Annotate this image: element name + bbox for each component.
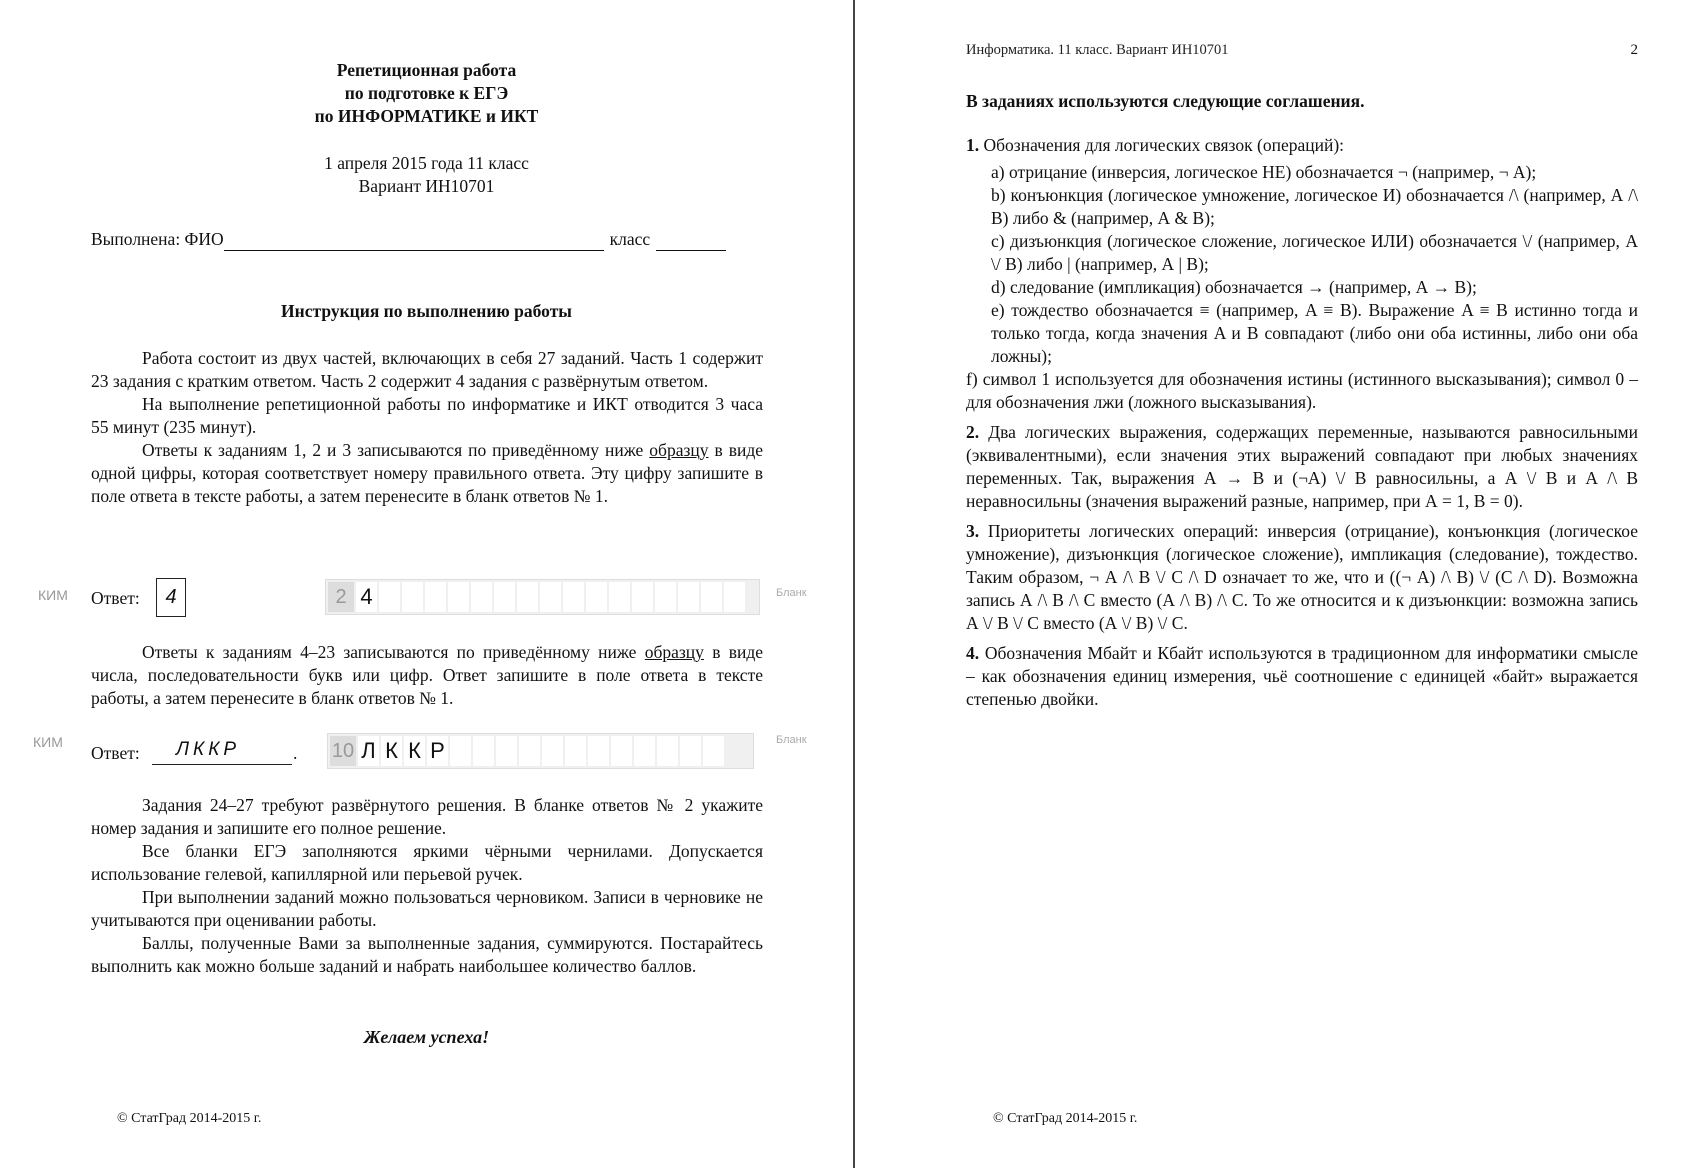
blank-number: 10 [330,736,356,766]
class-input-line[interactable] [656,232,726,251]
right-page [856,0,1708,1168]
paragraph: Задания 24–27 требуют развёрнутого решения. В бланке ответов № 2 укажите номер задания и запишите его полное решение. [91,795,763,838]
blank-cell [448,582,469,612]
item-text: Два логических выражения, содержащих переменные, называются равносильными (эквивалентными), если значения этих выражений совпадают при любых значениях переменных. Так, выражения А → В и (¬А) \/ В равносильны, а А \/ В и А /\ В неравносильны (значения выражений разные, например, при А = 1, В = 0). [966,422,1639,511]
item-4 [966,642,1638,711]
blank-cell: К [381,736,402,766]
blank-cell [425,582,446,612]
blank-cell [563,582,584,612]
blank-cell: Р [427,736,448,766]
blank-cell: 4 [356,582,377,612]
copyright: © СтатГрад 2014-2015 г. [117,1111,262,1126]
para-4-before: Ответы к заданиям 4–23 записываются по приведённому ниже [142,642,637,662]
kim-label: КИМ [33,734,63,750]
item-1 [966,134,1638,157]
paragraph: Все бланки ЕГЭ заполняются яркими чёрными чернилами. Допускается использование гелевой, капиллярной или перьевой ручек. [91,841,763,884]
blank-cell: К [404,736,425,766]
blank-cell [678,582,699,612]
item-number: 1. [966,135,980,155]
item-1-sub-c: c) дизъюнкция (логическое сложение, логическое ИЛИ) обозначается \/ (например, А \/ В) либо | (например, А | В); [991,231,1638,274]
page-number: 2 [1630,42,1638,58]
answer-label: Ответ: [91,588,140,608]
blank-cell [701,582,722,612]
blank-cell [494,582,515,612]
item-text: Обозначения Мбайт и Кбайт используются в традиционном для информатики смысле – как обозначения единиц измерения, чьё соотношение с единицей «байт» выражается степенью двойки. [966,643,1639,709]
blank-cell [517,582,538,612]
page-divider [853,0,855,1168]
instruction-heading: Инструкция по выполнению работы [281,301,572,321]
blank-cell [450,736,471,766]
para-4-after: в виде числа, последовательности букв или цифр. Ответ запишите в поле ответа в тексте работы, а затем перенесите в бланк ответов № 1. [91,642,764,708]
blank-cell [586,582,607,612]
answer-period: . [293,743,298,763]
blank-number: 2 [328,582,354,612]
blank-cell [724,582,745,612]
title-line-2: по подготовке к ЕГЭ [344,83,509,103]
class-label: класс [609,229,651,249]
blank-cell [588,736,609,766]
blank-label: Бланк [776,734,807,746]
paragraph [91,439,763,508]
item-1-sub-e: e) тождество обозначается ≡ (например, A ≡ B). Выражение A ≡ B истинно тогда и только тогда, когда значения A и B совпадают (либо они оба истинны, либо они оба ложны); [991,300,1638,366]
answer-blank-strip [325,579,760,615]
wish-text: Желаем успеха! [363,1027,490,1047]
item-text: Приоритеты логических операций: инверсия (отрицание), конъюнкция (логическое умножение), дизъюнкция (логическое сложение), импликация (следование), тождество. Таким образом, ¬ А /\ В \/ С /\ D означает то же, что и ((¬ А) /\ В) \/ (С /\ D). Возможна запись А /\ В /\ С вместо (А /\ В) /\ С. То же относится и к дизъюнкции: возможна запись А \/ В \/ С вместо (А \/ В) \/ С. [966,521,1638,633]
variant-line: Вариант ИН10701 [358,176,495,196]
blank-cell [473,736,494,766]
answer-box: 4 [156,578,186,617]
title-line-3: по ИНФОРМАТИКЕ и ИКТ [314,106,539,126]
fio-input-line[interactable] [224,232,604,251]
copyright: © СтатГрад 2014-2015 г. [993,1111,1138,1126]
blank-cell [655,582,676,612]
paragraph: На выполнение репетиционной работы по информатике и ИКТ отводится 3 часа 55 минут (235 минут). [91,394,763,437]
blank-cell [680,736,701,766]
sample-link[interactable]: образцу [649,440,709,460]
answer-underline [152,764,292,765]
answer-blank-strip [327,733,754,769]
left-page [0,0,853,1168]
item-3 [966,520,1638,635]
blank-cell [542,736,563,766]
title-line-1: Репетиционная работа [336,60,517,80]
item-number: 3. [966,521,980,541]
blank-cell [565,736,586,766]
blank-cell [632,582,653,612]
fio-label: Выполнена: ФИО [91,229,224,249]
item-number: 2. [966,422,980,442]
instruction-block-1 [91,347,763,508]
instruction-block-2 [91,641,763,710]
answer-value: ЛККР [176,739,241,760]
conventions-body [966,134,1638,718]
paragraph [91,641,763,710]
blank-cell [634,736,655,766]
kim-label: КИМ [38,587,68,603]
blank-cell [402,582,423,612]
blank-label: Бланк [776,587,807,599]
blank-cell: Л [358,736,379,766]
item-1-sub-d: d) следование (импликация) обозначается → (например, А → В); [991,277,1477,297]
para-3-before: Ответы к заданиям 1, 2 и 3 записываются по приведённому ниже [142,440,644,460]
paragraph: Работа состоит из двух частей, включающих в себя 27 заданий. Часть 1 содержит 23 задания с кратким ответом. Часть 2 содержит 4 задания с развёрнутым ответом. [91,348,763,391]
blank-cell [609,582,630,612]
running-header: Информатика. 11 класс. Вариант ИН10701 [966,42,1229,58]
para-3-after: в виде одной цифры, которая соответствует номеру правильного ответа. Эту цифру запишите в поле ответа в тексте работы, а затем перенесите в бланк ответов № 1. [91,440,763,506]
answer-label: Ответ: [91,743,140,763]
blank-cell [519,736,540,766]
blank-cell [496,736,517,766]
sample-link[interactable]: образцу [644,642,704,662]
item-1-sub-a: a) отрицание (инверсия, логическое НЕ) обозначается ¬ (например, ¬ А); [991,162,1537,182]
paragraph: Баллы, полученные Вами за выполненные задания, суммируются. Постарайтесь выполнить как можно больше заданий и набрать наибольшее количество баллов. [91,933,763,976]
item-text: Обозначения для логических связок (операций): [983,135,1345,155]
blank-cell [611,736,632,766]
blank-cell [657,736,678,766]
conventions-heading: В заданиях используются следующие соглашения. [966,91,1365,111]
blank-cell [703,736,724,766]
item-1-sub-f: f) символ 1 используется для обозначения истины (истинного высказывания); символ 0 – для обозначения лжи (ложного высказывания). [966,369,1638,412]
blank-cell [471,582,492,612]
date-line: 1 апреля 2015 года 11 класс [324,153,529,173]
instruction-block-3 [91,794,763,978]
blank-cell [379,582,400,612]
fio-row [91,228,726,251]
item-number: 4. [966,643,980,663]
item-1-sub-b: b) конъюнкция (логическое умножение, логическое И) обозначается /\ (например, А /\ В) либо & (например, А & В); [991,185,1638,228]
blank-cell [540,582,561,612]
item-2 [966,421,1638,513]
paragraph: При выполнении заданий можно пользоваться черновиком. Записи в черновике не учитываются при оценивании работы. [91,887,763,930]
